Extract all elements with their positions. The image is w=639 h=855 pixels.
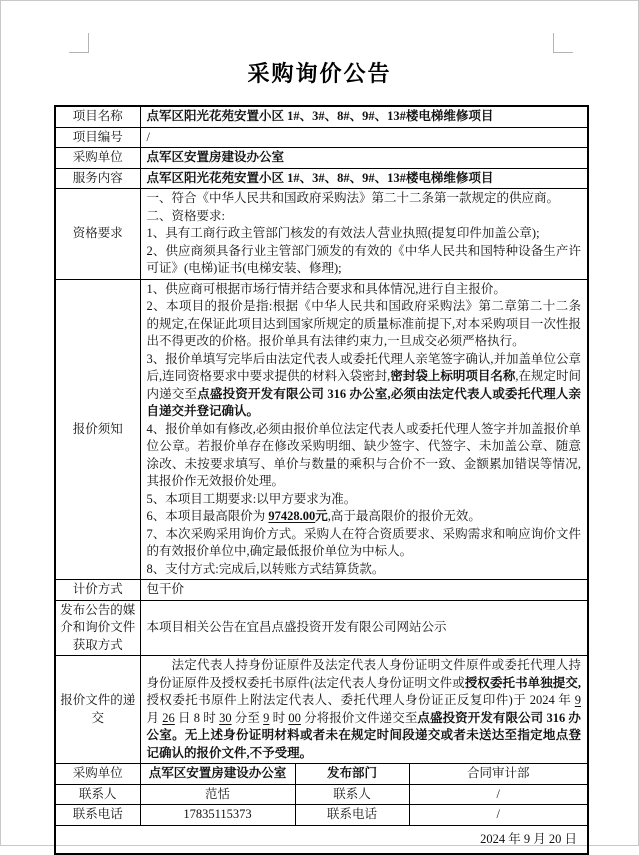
text-segment: 授权委托书单独提交, — [464, 675, 582, 690]
text-segment: / — [146, 129, 150, 144]
text-segment: 9 — [574, 693, 582, 707]
paragraph — [147, 421, 582, 491]
paragraph — [147, 581, 582, 599]
paragraph — [147, 208, 582, 226]
row-label: 服务内容 — [55, 168, 140, 189]
table-row — [55, 106, 588, 127]
table-row — [55, 127, 588, 148]
row-value: 范恬 — [140, 784, 295, 805]
row-label: 采购单位 — [55, 764, 140, 785]
text-segment: ,在规定时间内递交至 — [146, 369, 581, 401]
paragraph — [147, 508, 582, 526]
text-segment: 4、报价单如有修改,必须由报价单位法定代表人或委托代理人签字并加盖报价单位公章。若报价单存在修改采购明细、缺少签字、代签字、未加盖公章、随意涂改、未按要求填写、单价与数量的乘积与合价不一致、金额累加错误等情况,其报价作无效报价处理。 — [146, 421, 582, 488]
table-row — [55, 580, 588, 601]
paragraph — [147, 561, 582, 579]
text-segment: 1、供应商可根据市场行情并结合要求和具体情况,进行自主报价。 — [146, 281, 506, 296]
text-segment: 本项目相关公告在宜昌点盛投资开发有限公司网站公示 — [146, 620, 447, 634]
row-content — [140, 127, 588, 148]
text-segment: 7、本次采购采用询价方式。采购人在符合资质要求、采购需求和响应询价文件的有效报价单位中,确定最低报价单位为中标人。 — [146, 526, 582, 558]
row-value: / — [409, 784, 588, 805]
row-label: 资格要求 — [55, 189, 140, 280]
row-value: 点军区安置房建设办公室 — [140, 764, 295, 785]
row-label: 项目编号 — [55, 127, 140, 148]
text-segment: 二、资格要求: — [146, 208, 225, 223]
text-segment: 元 — [315, 509, 328, 523]
row-label: 报价须知 — [55, 279, 140, 580]
table-row — [55, 825, 588, 854]
paragraph — [147, 619, 582, 637]
row-content — [140, 189, 588, 280]
paragraph — [147, 108, 582, 126]
paragraph — [147, 225, 582, 243]
paragraph — [147, 657, 582, 762]
table-row — [55, 764, 588, 785]
table-row — [55, 189, 588, 280]
margin-corner-mark-left — [69, 33, 89, 53]
text-segment: 9 — [263, 710, 270, 725]
text-segment: 1、具有工商行政主管部门核发的有效法人营业执照(提复印件加盖公章); — [146, 226, 540, 240]
text-segment: 日 8 时 — [174, 710, 220, 725]
row-value: 17835115373 — [140, 805, 295, 826]
row-label: 报价文件的递交 — [55, 656, 140, 764]
text-segment: 月 — [146, 710, 163, 725]
row-content — [140, 168, 588, 189]
text-segment: 授权委托书原件上附法定代表人、委托代理人身份证正反复印件)于 2024 年 — [146, 693, 575, 707]
text-segment: 00 — [288, 710, 301, 725]
text-segment: 点军区安置房建设办公室 — [146, 150, 285, 164]
row-label: 项目名称 — [55, 106, 140, 127]
text-segment: 包干价 — [146, 582, 185, 596]
row-content — [140, 656, 588, 764]
table-row — [55, 600, 588, 656]
paragraph — [147, 149, 582, 167]
row-label: 采购单位 — [55, 148, 140, 169]
text-segment: 点军区阳光花苑安置小区 1#、3#、8#、9#、13#楼电梯维修项目 — [146, 109, 494, 123]
row-value: / — [409, 805, 588, 826]
margin-corner-mark-right — [553, 33, 573, 53]
row-label: 联系人 — [295, 784, 409, 805]
paragraph — [147, 491, 582, 509]
paragraph — [147, 298, 582, 351]
text-segment: 8、支付方式:完成后,以转账方式结算货款。 — [146, 561, 385, 576]
text-segment: 5、本项目工期要求:以甲方要求为准。 — [146, 491, 357, 506]
paragraph — [147, 129, 582, 147]
paragraph — [147, 190, 582, 208]
text-segment: 一、符合《中华人民共和国政府采购法》第二十二条第一款规定的供应商。 — [146, 191, 560, 205]
row-content — [140, 279, 588, 580]
text-segment: 2、供应商须具备行业主管部门颁发的有效的《中华人民共和国特种设备生产许可证》(电梯)证书(电梯安装、修理); — [146, 243, 582, 275]
paragraph — [147, 351, 582, 421]
row-content — [140, 106, 588, 127]
row-content — [140, 580, 588, 601]
row-value: 合同审计部 — [409, 764, 588, 785]
text-segment: 26 — [162, 710, 175, 725]
row-label: 发布公告的媒介和询价文件获取方式 — [55, 600, 140, 656]
announcement-table — [54, 105, 589, 855]
table-row — [55, 805, 588, 826]
paragraph — [147, 526, 582, 561]
row-content — [140, 600, 588, 656]
text-segment: ,高于最高限价的报价无效。 — [327, 509, 481, 523]
text-segment: 3、报价单填写完毕后由法定代表人或委托代理人亲笔签字确认,并加盖单位公章后,连同资格要求中要求提供的材料入袋密封, — [146, 351, 582, 383]
row-label: 发布部门 — [295, 764, 409, 785]
table-row — [55, 656, 588, 764]
row-label: 计价方式 — [55, 580, 140, 601]
text-segment: 30 — [219, 710, 232, 725]
paragraph — [147, 243, 582, 278]
text-segment: 密封袋上标明项目名称 — [390, 369, 516, 383]
row-content — [140, 148, 588, 169]
row-label: 联系人 — [55, 784, 140, 805]
text-segment: 点军区阳光花苑安置小区 1#、3#、8#、9#、13#楼电梯维修项目 — [146, 170, 494, 185]
page-title: 采购询价公告 — [247, 61, 392, 86]
text-segment: 分将报价文件递交至 — [300, 710, 418, 725]
row-label: 联系电话 — [55, 805, 140, 826]
text-segment: 97428.00 — [268, 509, 316, 523]
table-row — [55, 784, 588, 805]
row-label: 联系电话 — [295, 805, 409, 826]
announcement-date: 2024 年 9 月 20 日 — [55, 825, 588, 854]
table-row — [55, 279, 588, 580]
text-segment: 分至 — [231, 710, 264, 725]
text-segment: 2、本项目的报价是指:根据《中华人民共和国政府采购法》第二章第二十二条的规定,在保证此项目达到国家所规定的质量标准前提下,对本采购项目一次性报出不得更改的价格。报价单具有法律约束力,一旦成交必须严格执行。 — [146, 299, 582, 348]
text-segment: 法定代表人持身份证原件及法定代表人身份证明文件原件或委托代理人持身份证原件及授权委托书原件(法定代表人身份证明文件或 — [146, 658, 582, 690]
text-segment: 6、本项目最高限价为 — [146, 509, 269, 523]
paragraph — [147, 170, 582, 188]
text-segment: 点盛投资开发有限公司 316 办公室。无上述身份证明材料或者未在规定时间段递交或者未送达至指定地点登记确认的报价文件,不予受理。 — [146, 710, 582, 760]
table-row — [55, 168, 588, 189]
text-segment: 时 — [269, 710, 289, 725]
text-segment: 点盛投资开发有限公司 316 办公室,必须由法定代表人或委托代理人亲自递交并登记确认。 — [146, 386, 581, 418]
table-row — [55, 148, 588, 169]
paragraph — [147, 281, 582, 299]
